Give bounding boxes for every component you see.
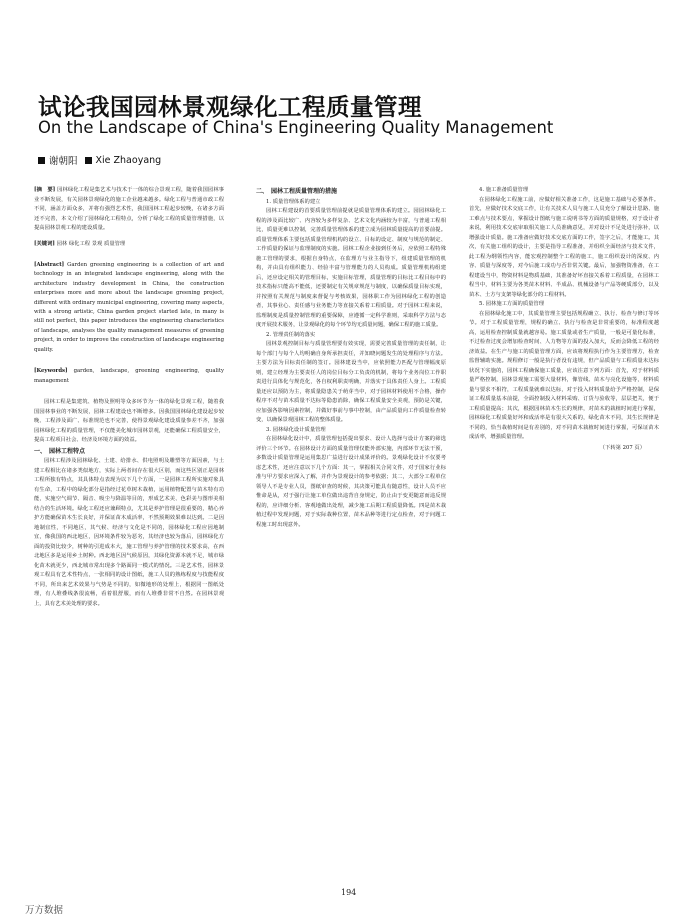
author-name-english: Xie Zhaoyang: [95, 154, 162, 166]
abstract-text: 园林绿化工程是集艺术与技术于一体的综合景观工程，随着我国园林事业不断发展，有关园林景观绿化的施工企业越来越多。绿化工程与普通市政工程不同，涵盖方面众多，并将有强烈艺术性，我国园林工程起步较晚，在诸多方面还不完善，本文介绍了园林绿化工程特点，分析了绿化工程的质量管理措施，以提高园林景观工程的建设质量。: [34, 187, 225, 231]
subsection-2-2-heading: 2. 管理责任制的落实: [266, 331, 316, 338]
subsection-2-1-paragraph: 园林工程建设的首要质量管理前提就是质量管理体系的建立。园园林绿化工程的涉及面比较广、内容较为多样复杂、艺术文化内涵较为丰富，与普通工程相比，质量更难以控制，完善质量管理体系的建立成为园林质量提高的首要前提。质量管理体系主要包括质量管理机构的设立、目标的设定、制度与规范的制定、工作质量的保证与监理制度的实施。园林工程企业接到任务后，应依照工程特殊施工管理的要求，根据自身特点，在监理方与业主指导下，组建质量管理的机构，并由具有组织能力、经验丰富与管理能力的人员构成。质量管理机构组建后，还应设定相关的管理目标，实施目标管理，质量管理的目标比工程目标中的技术指标只能高不能低，还要制定有关规章规范与制度，以确保质量目标实现，并按照有关规范与制度来督促与考核效果，园林职工作为园林绿化工程的创造者，其事业心、责任感与业务能力等直接关系着工程质量。对于园林工程来说，监理制度是质量控制管理的重要保障，应遵循一定科学准则，采取科学方法与态度开展技术服务，让景观绿化的每个环节均无质量问题，确保工程的施工质量。: [256, 208, 446, 328]
keywords-english: [34, 367, 224, 386]
abstract-en-text: Garden greening engineering is a collection of art and technology in an integrated landscape engineering, along with the architecture industry development in China, the construction enterprises more and more about the landscape greening project, different with ordinary municipal engineering, covering many aspects, with a strong artistic, China garden project started late, in many is still not perfect, this paper introduces the engineering characteristics of landscape, analyses the quality management measures of greening project, in order to improve the construction of landscape engineering quality.: [34, 262, 224, 353]
intro-paragraph: 园林工程是集建筑、植物及照明等众多环节为一体的绿化景观工程，随着我国园林事业的不断发展，园林工程建设也不断增多。因我国园林绿化建设起步较晚、工程涉及面广、标准规范也不完善，使得景观绿化建设质量参差不齐，加强园林绿化工程的质量管理，不仅能美化城市园林景观，还能确保工程质量安全，提高工程项目社会、经济及环境方面的效益。: [34, 399, 224, 444]
keywords-text: 园林 绿化工程 景观 质量管理: [56, 240, 126, 247]
database-watermark: 万方数据: [25, 905, 64, 916]
subsection-2-3-paragraph: 在园林绿化设计中，质量管理包括提出要求、设计人选择与设计方案的筛选评价三个环节。在园林设计方面的质量管理仅能外部实施，内部环节无法干预，多数设计质量管理是运用集思广益进行设计成果评价的。景观绿化设计不仅要考虑艺术性，还应注意以下几个方面：其一，掌握相关合同文件，对于国家行业标准与甲方要求应深入了解，并作为景观设计的参考依据；其二，大部分工程单位领导人不是专业人员，图纸审查的时候，其决策可能具有随意性，设计人员不应惟命是从，对于强行让施工单位做出违背自身规定，防止由于变更随意而违反规程的，应详细分析、客观地做出处理，减少施工后期工程质量降低。四是苗木栽植过程中发现问题，对于实际栽种位置，苗木品种等进行定点检查，对于问题工程施工时出现意外。: [256, 436, 446, 528]
subsection-2-2-paragraph: 园林景观控制目标与质量管理要有效实现，需要完善质量管理的责任制，让每个部门与每个人均明确自身所承担责任，并知晓问题发生的处理程序与方法。主要方法为目标责任制的签订。园林建设当中，应依照能力匹配与管理幅度原则，建立经理为主要责任人的岗位目标分工负责的机制，将每个业务岗位工作职责进行具体化与规范化，各自权利职责明确，并落实于具体责任人身上。工程质量还应以预防为主，将质量隐患关于萌芽当中，对于园林材料使用不合格，操作程序不对与苗木质量不达标等隐患消除，确保工程质量安全美观，预防是关键，应加强各影响因素控制，并做好事前与事中控制，由产品质量向工作质量检查转变，以确保景观园林工程的整体质量。: [256, 341, 446, 423]
column-left: [34, 186, 224, 609]
section-1-paragraph: 园林工程涉及园林绿化、土建、给排水、供电照明及雕塑等方面因素，与土建工程相比在诸多类似地方，实际上两者间存在很大区别，而这些区别正是园林工程所独有特点，其具体特点表现为以下几个方面，一是园林工程所实施对象具有生命，工程中的绿化部分是指经过花草树木栽植，运用植物配置与苗木特有功能，实施空气调节、隔音、吸尘与降温等目的，形成艺术美、色彩美与图形美相结合的生活环境。绿化工程还应兼顾特点，尤其是养护管理是很重要的，精心养护方能确保苗木生长良好，并保证苗木成活率，不然预期效果难以达到。二是因地制宜性，不同地区，其气候、经济与文化是不同的，园林绿化工程应因地制宜，像我国的西北地区，因环境条件较为恶劣，其经济也较为落后，园林绿化方面的投资比较少，树种的引进成本大，施工管理与养护管理的技术要求高，在西北地区多是运用乡土树种。西北地区因气候原因，其绿化资源本就不足，城市绿化苗木就更少，西北城市常出现多个路面同一模式的情况。三是艺术性，园林景观工程具有艺术性特点，一张相同的设计图纸，施工人员的熟练程度与技能程度不同，所出来艺术效果与气势是不同的，如微地形的处理上，根据同一图纸处理，有人堆叠线条很流畅，看着很舒服，而有人堆叠非常不自然。在园林景观上，具有艺术美处理的要求。: [34, 458, 224, 607]
author-name-chinese: 谢朝阳: [49, 156, 78, 167]
keywords-tag: [关键词]: [34, 240, 55, 247]
continued-note: （下转第 207 页）: [599, 444, 645, 451]
abstract-en-tag: [Abstract]: [34, 262, 65, 268]
subsection-2-5-heading: 5. 园林施工方面的质量管理: [479, 301, 545, 307]
square-bullet-icon: [85, 157, 92, 164]
keywords-chinese: [34, 240, 224, 250]
subsection-2-4-heading: 4. 施工准备质量管理: [479, 187, 529, 193]
keywords-en-text: garden, landscape, greening engineering, quality management: [34, 368, 224, 384]
author-line: [38, 153, 168, 167]
square-bullet-icon: [38, 157, 45, 164]
page-number: 194: [341, 888, 357, 897]
section-2-heading: 二、 园林工程质量管理的措施: [256, 188, 338, 195]
subsection-2-1-heading: 1. 质量管理体系的建立: [266, 198, 321, 205]
subsection-2-4-paragraph: 在园林绿化工程施工前，应做好相关准备工作，这是施工基础与必要条件。首先，应做好技术交底工作，让有关技术人员与施工人员充分了解设计思路、施工难点与技术要点，掌握设计图纸与施工说明书等方面的质量规格，对于设计者来说，利用技术交底审取相关施工人员准确意见，并对设计不足处进行弥补，以增强设计质量。施工准备应做好技术交底方面的工作，签字之后，才能施工。其次，有关施工组织的设计，主要是指导工程准备，并组织全面经济与技术文件，此工程为纲领性内容，能宏观控制整个工程的施工，施工组织设计的深度、内容、质量与深度等，对今后施工成功与否非常关键。最后，加强物资准备，在工程建设当中，物资材料是物质基础，其准备好坏直接关系着工程质量，在园林工程当中，材料主要为各类苗木材料、半成品、机械设备与产品等硬质部分，以及苗木、土方与支架等绿化部分的工程材料。: [469, 196, 659, 298]
section-1-heading: 一、 园林工程特点: [34, 447, 86, 455]
subsection-2-5-paragraph: 在园林绿化施工中，其质量管理主要包括规程确立、执行、检查与修订等环节。对于工程质量管理，规程的确立、执行与检查是非常重要的，标准程度越高，运用检查控制质量就越容易。施工质量或者生产质量，一般是可量化标准，不过检查过度会增加检查时间、人力物等方面的投入加大，反而会降低工程的经济效益。在生产与施工的质量管理方面，应该将规程执行作为主要管理方，检查监督辅助实施。规程修订一般是执行者没有违规，但产品质量与工程质量未达标状况下实施的，园林工程确保施工质量，应该注意下列方面：首先，对于材料质量严格控制，园林景观施工需要大量材料，像管线、苗木与亮化设施等，材料质量与要求不相符，工程质量就难以达标，对于投入材料质量给予严格控制，是保证工程质量基本前提，全面控制投入材料采购、订货与验收等，层层把关，便于工程质量提高；其次，根据园林苗木生长的规律，对苗木的栽植时间进行掌握，园林绿化工程质量好坏和成活率是有很大关系的，绿化苗木不同，其生长规律是不同的，恰当栽植时间是有差别的，对不同苗木栽植时间进行掌握，可保证苗木成活率，增强质量管理。: [469, 310, 659, 440]
article-title-english: On the Landscape of China's Engineering Quality Management: [38, 118, 554, 137]
subsection-2-3-heading: 3. 园林绿化设计质量管理: [266, 426, 326, 433]
abstract-tag: [摘 要]: [34, 187, 56, 193]
abstract-chinese: [34, 186, 224, 234]
column-middle: [256, 186, 446, 530]
abstract-english: [34, 261, 224, 355]
column-right: [469, 186, 659, 453]
keywords-en-tag: [Keywords]: [34, 368, 68, 375]
article-title-chinese: 试论我国园林景观绿化工程质量管理: [38, 93, 422, 121]
